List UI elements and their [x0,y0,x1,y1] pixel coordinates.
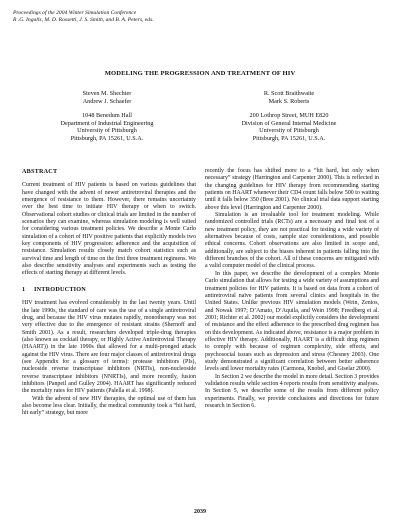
right-column [205,168,379,410]
author-name: R. Scott Braithwaite [263,90,315,97]
author-address: University of Pittsburgh [259,127,319,135]
author-name: Steven M. Shechter [82,90,132,97]
abstract-text: Current treatment of HIV patients is based on various guidelines that have changed with the advent of newer antiretroviral therapies and the emergence of resistance to them. However, there remains uncertainty over the best time to initiate HIV therapy or when to switch. Observational cohort studies or clinical trials are limited in the number of scenarios they can examine, whereas simulation modeling is well suited for considering various treatment policies. We describe a Monte Carlo simulation of a cohort of HIV positive patients that explicitly models two key components of HIV progression: adherence and the acquisition of resistance. Simulation results closely match cohort statistics such as survival time and length of time on the first three treatment regimens. We also describe sensitivity analyses and experiments such as testing the effects of starting therapy at different levels. [22,182,196,277]
body-paragraph: In Section 2 we describe the model in more detail. Section 3 provides validation results while section 4 reports results from sensitivity analyses. In Section 5, we describe some of the results from different policy experiments. Finally, we provide conclusions and directions for future research in Section 6. [205,373,379,409]
intro-paragraph: With the advent of new HIV therapies, the optimal use of them has also become less clear. Initially, the medical community took a “hit hard, hit early” strategy, but more [22,395,196,417]
author-block-left [22,90,192,143]
author-address: Division of General Internal Medicine [241,119,337,127]
author-name: Andrew J. Schaefer [82,97,132,105]
body-paragraph: In this paper, we describe the development of a complex Monte Carlo simulation that allows for testing a wide variety of assumptions and treatment policies for HIV patients. It is based on data from a cohort of antiretroviral naïve patients from several clinics and hospitals in the United States. Unlike previous HIV simulation models (Wein, Zenios, and Nowak 1997; D’Amato, D’Aquila, and Wein 1998; Freedberg et al. 2001; Richter et al. 2002) our model explicitly considers the development of resistance and the effect adherence to the prescribed drug regimen has on this development. As indicated above, resistance is a major problem in effective HIV therapy. Additionally, HAART is a difficult drug regimen to comply with because of regimen complexity, side effects, and psychosocial issues such as depression and stress (Chesney 2003). One study demonstrated a significant correlation between better adherence levels and lower mortality rates (Carmona, Knobel, and Giselar 2000). [205,270,379,373]
author-address: Pittsburgh, PA 15261, U.S.A. [252,134,326,142]
paper-title: MODELING THE PROGRESSION AND TREATMENT OF HIV [104,70,296,77]
proceedings-line-1: Proceedings of the 2004 Winter Simulation Conference [13,10,137,16]
author-address: University of Pittsburgh [77,127,137,135]
author-address: 200 Lothrop Street, MUH E820 [249,112,329,120]
author-name: Mark S. Roberts [268,97,310,105]
page-number: 2039 [194,509,206,515]
abstract-heading: ABSTRACT [22,168,58,175]
author-address: Department of Industrial Engineering [60,119,154,127]
introduction-heading: 1 INTRODUCTION [22,285,86,293]
author-address: 1048 Benedum Hall [82,112,132,120]
author-block-right [204,90,374,143]
proceedings-header [13,10,313,24]
author-address: Pittsburgh, PA 15261, U.S.A. [70,134,144,142]
body-paragraph: Simulation is an invaluable tool for treatment modeling. While randomized controlled trials (RCTs) are a necessary and final test of a new treatment policy, they are not practical for testing a wide variety of alternatives because of costs, sample size considerations, and possible ethical concerns. Cohort observations are also limited in scope and, additionally, are subject to the biases inherent in patients falling into the different branches of the cohort. All of these concerns are mitigated with a valid computer model of the clinical process. [205,212,379,270]
left-column [22,168,196,418]
proceedings-line-2: R .G. Ingalls, M. D. Rossetti, J. S. Smith, and B. A. Peters, eds. [13,17,154,23]
body-paragraph: recently the focus has shifted more to a “hit hard, but only when necessary” strategy (Harrington and Carpenter 2000). This is reflected in the changing guidelines for HIV therapy from recommending starting patients on HAART whenever their CD4 count falls below 500 to waiting until it falls below 350 (Bree 2001). No clinical trial data support starting above this level (Harrington and Carpenter 2000). [205,168,379,211]
intro-paragraph: HIV treatment has evolved considerably in the last twenty years. Until the late 1990s, the standard of care was the use of a single antiretroviral drug, and because the HIV virus mutates rapidly, monotherapy was not very effective due to the emergence of resistant strains (Shernoff and Smith 2001). As a result, researchers developed triple-drug therapies (also known as cocktail therapy, or Highly Active Antiretroviral Therapy (HAART)) in the late 1990s that allowed for a multi-pronged attack against the HIV virus. There are four major classes of antiretroviral drugs (see Appendix for a glossary of terms): protease inhibitors (PIs), nucleoside reverse transcriptase inhibitors (NRTIs), non-nucleoside reverse transcriptase inhibitors (NNRTIs), and more recently, fusion inhibitors (Panpeil and Gulley 2004). HAART has significantly reduced the mortality rates for HIV patients (Palella et al. 1998). [22,300,196,395]
